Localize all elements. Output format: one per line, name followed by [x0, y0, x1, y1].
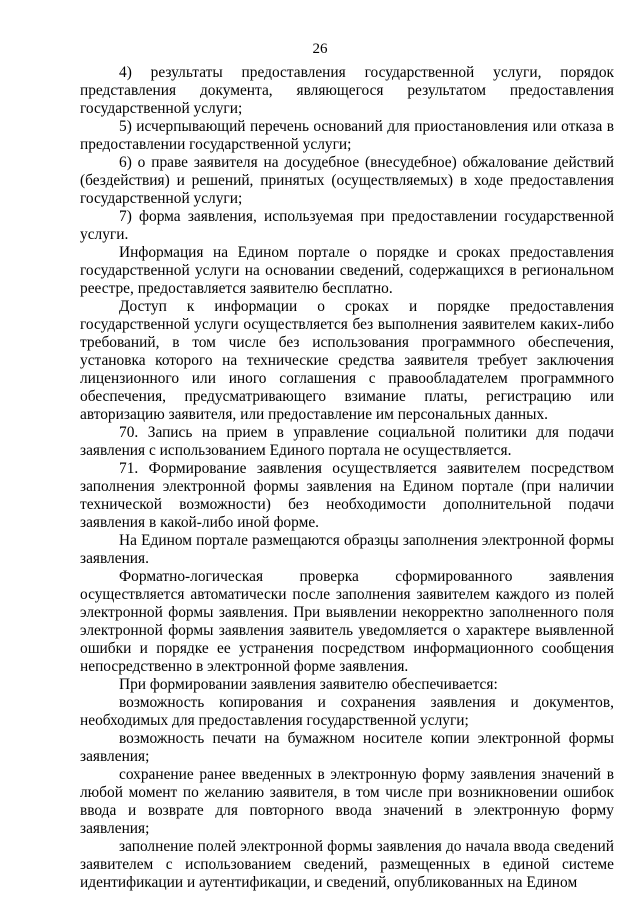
paragraph-clause-70: 70. Запись на прием в управление социальной политики для подачи заявления с использованием Единого портала не осуществляется.: [80, 424, 614, 459]
paragraph-prefill: заполнение полей электронной формы заявления до начала ввода сведений заявителем с использованием сведений, размещенных в единой системе идентификации и аутентификации, и сведений, опубликованных на Едином: [80, 838, 614, 891]
paragraph-access-info: Доступ к информации о сроках и порядке предоставления государственной услуги осуществляется без выполнения заявителем каких-либо требований, в том числе без использования программного обеспечения, установка которого на технические средства заявителя требует заключения лицензионного или иного соглашения с правообладателем программного обеспечения, предусматривающего взимание платы, регистрацию или авторизацию заявителя, или предоставление им персональных данных.: [80, 298, 614, 423]
paragraph-item-7: 7) форма заявления, используемая при предоставлении государственной услуги.: [80, 208, 614, 243]
paragraph-samples: На Едином портале размещаются образцы заполнения электронной формы заявления.: [80, 532, 614, 567]
paragraph-clause-71: 71. Формирование заявления осуществляется заявителем посредством заполнения электронной формы заявления на Едином портале (при наличии технической возможности) без необходимости дополнительной подачи заявления в какой-либо иной форме.: [80, 460, 614, 531]
paragraph-format-check: Форматно-логическая проверка сформированного заявления осуществляется автоматически после заполнения заявителем каждого из полей электронной формы заявления. При выявлении некорректно заполненного поля электронной формы заявления заявитель уведомляется о характере выявленной ошибки и порядке ее устранения посредством информационного сообщения непосредственно в электронной форме заявления.: [80, 568, 614, 675]
paragraph-item-5: 5) исчерпывающий перечень оснований для приостановления или отказа в предоставлении государственной услуги;: [80, 118, 614, 153]
paragraph-provisions-intro: При формировании заявления заявителю обеспечивается:: [119, 676, 498, 693]
paragraph-item-6: 6) о праве заявителя на досудебное (внесудебное) обжалование действий (бездействия) и решений, принятых (осуществляемых) в ходе предоставления государственной услуги;: [80, 154, 614, 207]
paragraph-save-values: сохранение ранее введенных в электронную форму заявления значений в любой момент по желанию заявителя, в том числе при возникновении ошибок ввода и возврате для повторного ввода значений в электронную форму заявления;: [80, 766, 614, 837]
page-number: 26: [312, 41, 328, 57]
document-body: [80, 64, 614, 892]
paragraph-print: возможность печати на бумажном носителе копии электронной формы заявления;: [80, 730, 614, 765]
paragraph-item-4: 4) результаты предоставления государственной услуги, порядок представления документа, являющегося результатом предоставления государственной услуги;: [80, 64, 614, 117]
paragraph-info-free: Информация на Едином портале о порядке и сроках предоставления государственной услуги на основании сведений, содержащихся в региональном реестре, предоставляется заявителю бесплатно.: [80, 244, 614, 297]
paragraph-copy-save: возможность копирования и сохранения заявления и документов, необходимых для предоставления государственной услуги;: [80, 694, 614, 729]
